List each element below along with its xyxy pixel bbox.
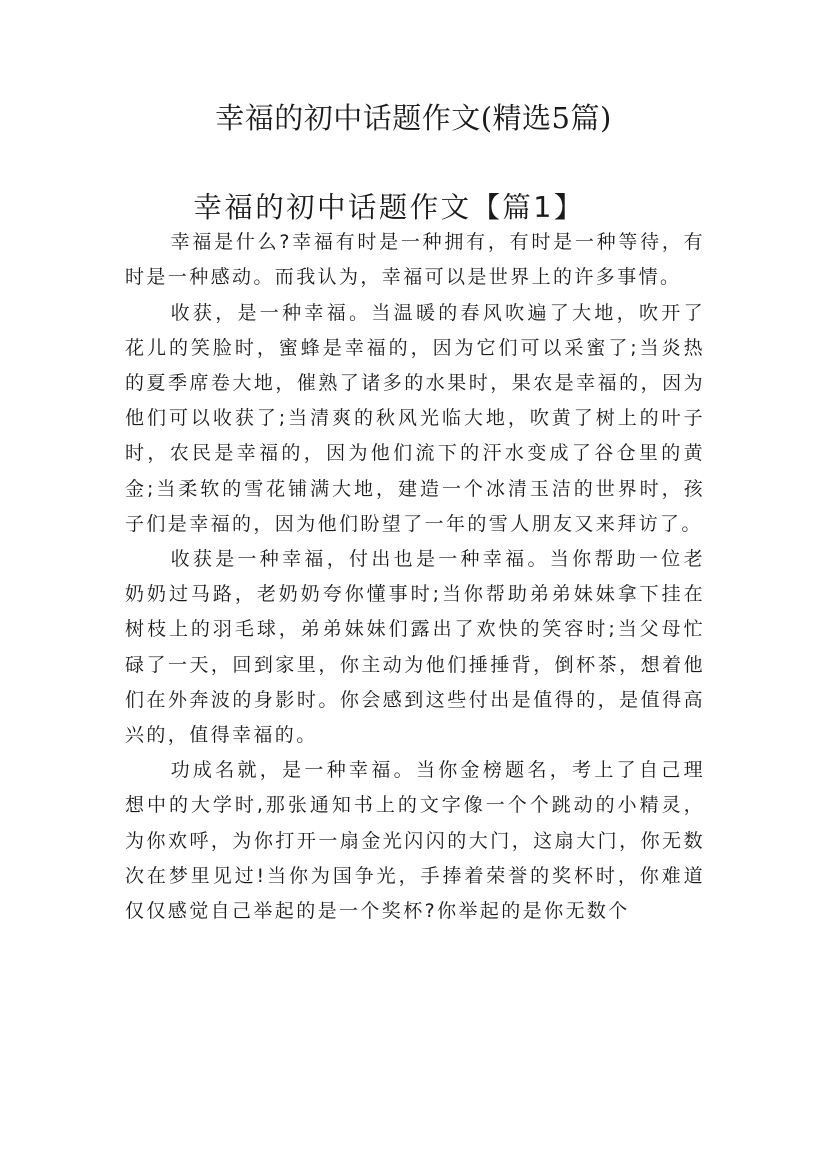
document-body <box>125 190 705 929</box>
paragraph: 幸福是什么?幸福有时是一种拥有，有时是一种等待，有时是一种感动。而我认为，幸福可以是世界上的许多事情。 <box>125 231 705 289</box>
section-heading: 幸福的初中话题作文【篇1】 <box>193 191 585 224</box>
paragraph: 收获是一种幸福，付出也是一种幸福。当你帮助一位老奶奶过马路，老奶奶夸你懂事时;当你帮助弟弟妹妹拿下挂在树枝上的羽毛球，弟弟妹妹们露出了欢快的笑容时;当父母忙碌了一天，回到家里，你主动为他们捶捶背，倒杯茶，想着他们在外奔波的身影时。你会感到这些付出是值得的，是值得高兴的，值得幸福的。 <box>125 548 705 747</box>
paragraph: 功成名就，是一种幸福。当你金榜题名，考上了自己理想中的大学时,那张通知书上的文字像一个个跳动的小精灵，为你欢呼，为你打开一扇金光闪闪的大门，这扇大门，你无数次在梦里见过!当你为国争光，手捧着荣誉的奖杯时，你难道仅仅感觉自己举起的是一个奖杯?你举起的是你无数个 <box>125 759 705 923</box>
paragraph: 收获，是一种幸福。当温暖的春风吹遍了大地，吹开了花儿的笑脸时，蜜蜂是幸福的，因为它们可以采蜜了;当炎热的夏季席卷大地，催熟了诸多的水果时，果农是幸福的，因为他们可以收获了;当清爽的秋风光临大地，吹黄了树上的叶子时，农民是幸福的，因为他们流下的汗水变成了谷仓里的黄金;当柔软的雪花铺满大地，建造一个冰清玉洁的世界时，孩子们是幸福的，因为他们盼望了一年的雪人朋友又来拜访了。 <box>125 301 705 535</box>
document-title: 幸福的初中话题作文(精选5篇) <box>215 101 612 135</box>
